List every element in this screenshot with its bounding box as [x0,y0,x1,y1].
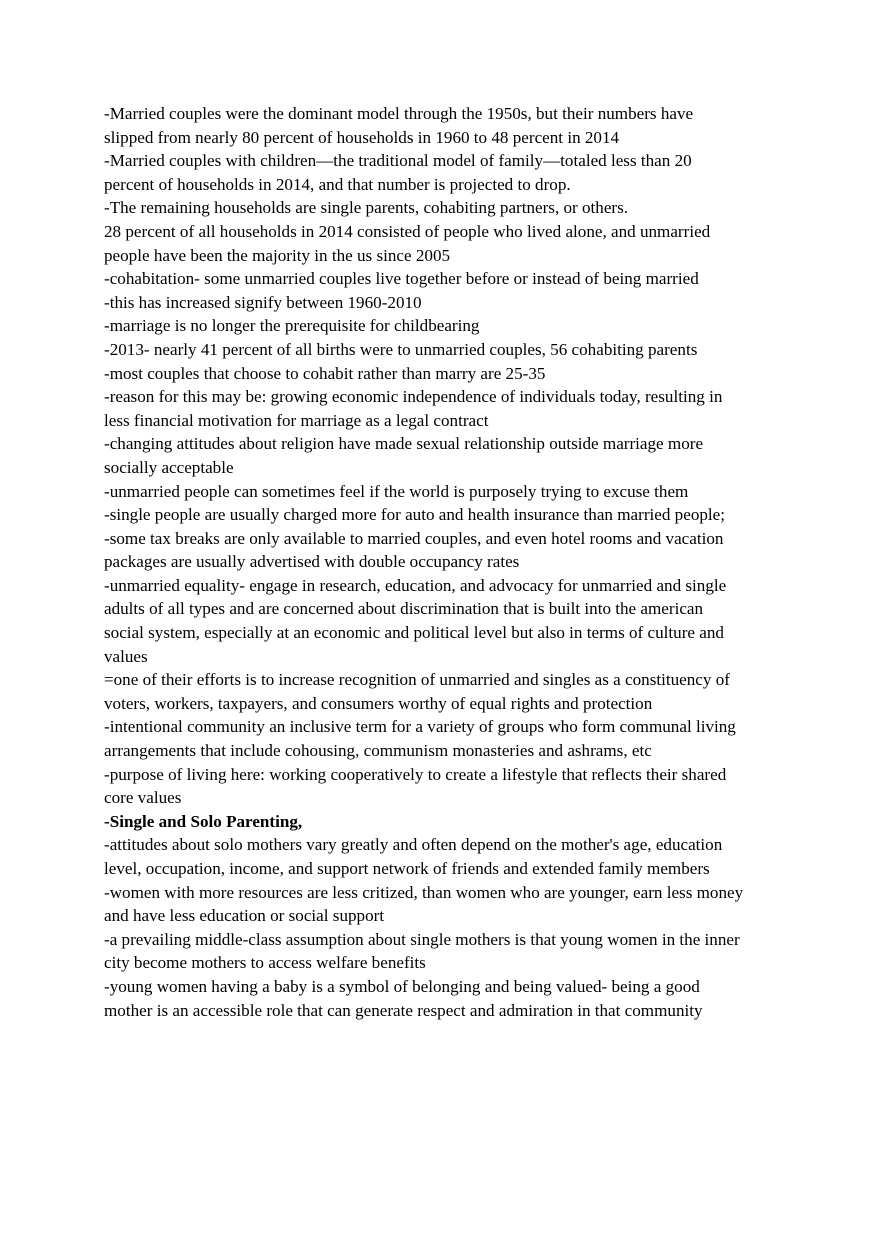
text-line: -attitudes about solo mothers vary greatly and often depend on the mother's age, education [104,835,723,855]
text-line: -single people are usually charged more for auto and health insurance than married people; [104,505,725,525]
text-line: slipped from nearly 80 percent of households in 1960 to 48 percent in 2014 [104,127,620,147]
text-line: core values [104,788,182,808]
text-line: -reason for this may be: growing economic independence of individuals today, resulting in [104,387,723,407]
text-line: -Married couples with children—the traditional model of family—totaled less than 20 [104,151,692,171]
text-line: -cohabitation- some unmarried couples live together before or instead of being married [104,269,699,289]
text-line: -unmarried equality- engage in research, education, and advocacy for unmarried and single [104,575,727,595]
text-line: less financial motivation for marriage as a legal contract [104,410,489,430]
text-line: -most couples that choose to cohabit rather than marry are 25-35 [104,363,546,383]
text-line: -purpose of living here: working cooperatively to create a lifestyle that reflects their shared [104,764,727,784]
text-line: packages are usually advertised with double occupancy rates [104,552,520,572]
text-line: and have less education or social support [104,906,385,926]
text-line: -changing attitudes about religion have made sexual relationship outside marriage more [104,434,704,454]
text-line: -young women having a baby is a symbol of belonging and being valued- being a good [104,976,700,996]
text-line: percent of households in 2014, and that number is projected to drop. [104,174,571,194]
text-line: voters, workers, taxpayers, and consumers worthy of equal rights and protection [104,693,653,713]
text-line: socially acceptable [104,457,234,477]
text-line: -this has increased signify between 1960-2010 [104,292,422,312]
text-line: -some tax breaks are only available to married couples, and even hotel rooms and vacation [104,528,724,548]
text-line: arrangements that include cohousing, communism monasteries and ashrams, etc [104,741,652,761]
text-line: -2013- nearly 41 percent of all births were to unmarried couples, 56 cohabiting parents [104,339,698,359]
document-body [104,102,784,1022]
text-line: -marriage is no longer the prerequisite for childbearing [104,316,480,336]
text-line: city become mothers to access welfare benefits [104,953,426,973]
text-line: values [104,646,148,666]
text-line: =one of their efforts is to increase recognition of unmarried and singles as a constituency of [104,670,730,690]
section-heading: -Single and Solo Parenting, [104,811,303,831]
text-line: people have been the majority in the us since 2005 [104,245,451,265]
text-line: adults of all types and are concerned about discrimination that is built into the american [104,599,704,619]
text-line: level, occupation, income, and support network of friends and extended family members [104,859,710,878]
text-line: -women with more resources are less critized, than women who are younger, earn less money [104,882,744,902]
text-line: -a prevailing middle-class assumption about single mothers is that young women in the inner [104,929,740,949]
text-line: 28 percent of all households in 2014 consisted of people who lived alone, and unmarried [104,221,711,241]
text-line: -The remaining households are single parents, cohabiting partners, or others. [104,198,629,218]
text-line: social system, especially at an economic and political level but also in terms of culture and [104,623,724,643]
text-line: -Married couples were the dominant model through the 1950s, but their numbers have [104,104,694,123]
text-line: -unmarried people can sometimes feel if the world is purposely trying to excuse them [104,481,689,501]
text-line: mother is an accessible role that can generate respect and admiration in that community [104,1000,703,1020]
text-line: -intentional community an inclusive term for a variety of groups who form communal living [104,717,736,737]
